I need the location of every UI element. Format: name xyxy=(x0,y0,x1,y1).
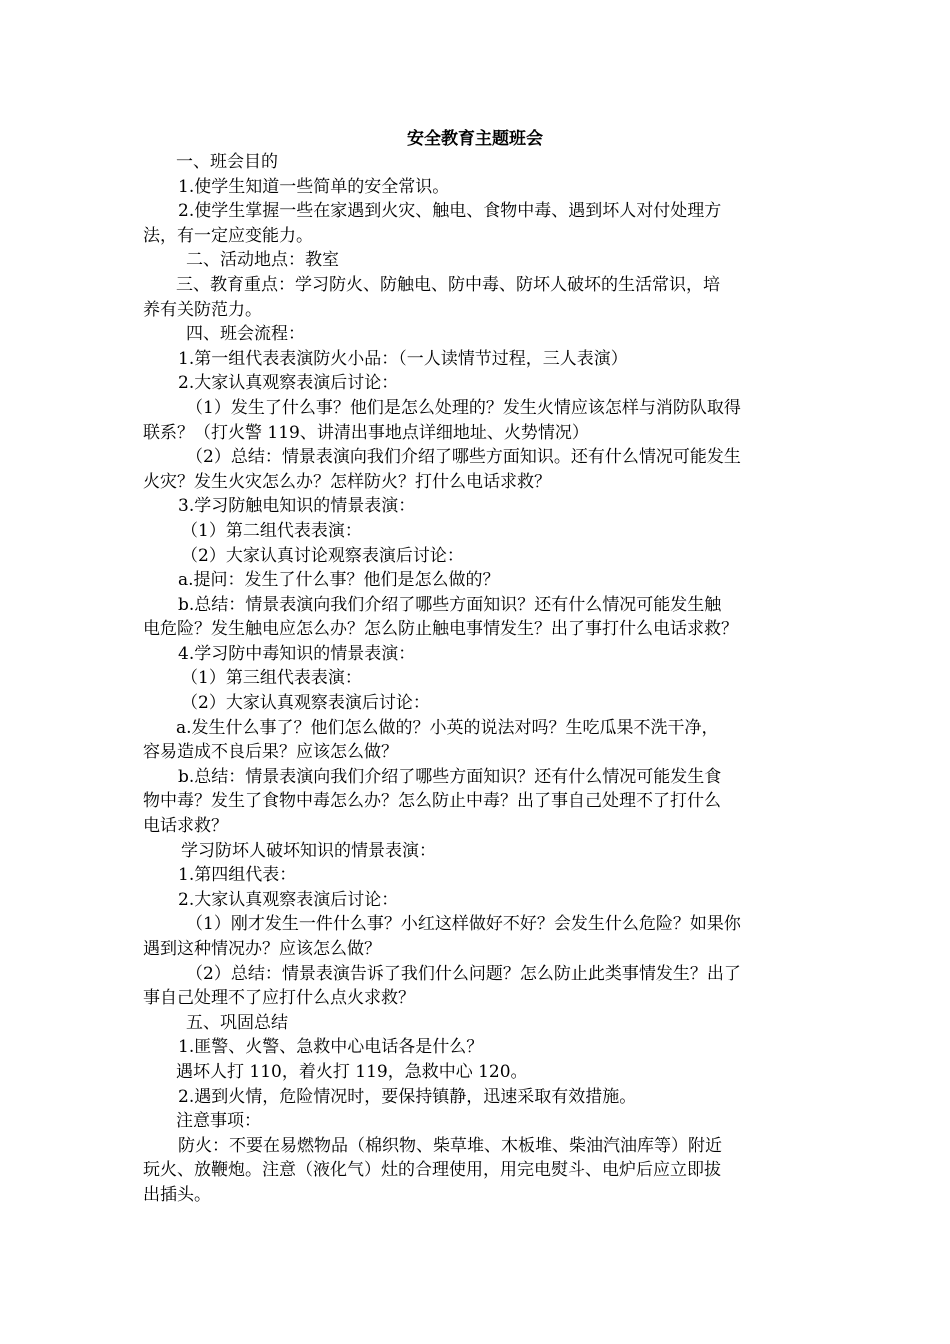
text-line: 电危险？发生触电应怎么办？怎么防止触电事情发生？出了事打什么电话求救？ xyxy=(143,619,738,640)
text-line: （1）第三组代表表演： xyxy=(181,668,362,689)
text-line: 玩火、放鞭炮。注意（液化气）灶的合理使用，用完电熨斗、电炉后应立即拔 xyxy=(143,1160,721,1181)
text-line: 养有关防范力。 xyxy=(143,299,262,320)
text-line: 1.第一组代表表演防火小品：（一人读情节过程，三人表演） xyxy=(178,348,628,369)
text-line: 五、巩固总结 xyxy=(186,1012,288,1033)
text-line: 1.匪警、火警、急救中心电话各是什么？ xyxy=(178,1037,484,1058)
text-line: 火灾？发生火灾怎么办？怎样防火？打什么电话求救？ xyxy=(143,471,551,492)
text-line: a.提问：发生了什么事？他们是怎么做的？ xyxy=(178,570,500,591)
text-line: 1.第四组代表： xyxy=(178,865,297,886)
text-line: 3.学习防触电知识的情景表演： xyxy=(178,496,416,517)
text-line: （1）第二组代表表演： xyxy=(181,520,362,541)
text-line: 三、教育重点：学习防火、防触电、防中毒、防坏人破坏的生活常识，培 xyxy=(176,274,720,295)
text-line: 2.大家认真观察表演后讨论： xyxy=(178,889,399,910)
text-line: 一、班会目的 xyxy=(176,152,278,172)
text-line: 四、班会流程： xyxy=(186,324,305,345)
text-line: 事自己处理不了应打什么点火求救？ xyxy=(143,988,415,1009)
text-line: （2）大家认真观察表演后讨论： xyxy=(181,693,430,714)
text-line: 遇到这种情况办？应该怎么做？ xyxy=(143,939,381,959)
text-line: 学习防坏人破坏知识的情景表演： xyxy=(181,840,436,861)
text-line: 注意事项： xyxy=(176,1111,261,1132)
document-title: 安全教育主题班会 xyxy=(407,129,543,149)
text-line: 2.使学生掌握一些在家遇到火灾、触电、食物中毒、遇到坏人对付处理方 xyxy=(178,201,722,222)
text-line: 二、活动地点：教室 xyxy=(186,250,339,271)
document-body xyxy=(143,150,815,1208)
text-line: 法，有一定应变能力。 xyxy=(143,225,313,246)
text-line: 容易造成不良后果？应该怎么做？ xyxy=(143,742,398,763)
text-line: 1.使学生知道一些简单的安全常识。 xyxy=(178,176,450,197)
text-line: 2.遇到火情，危险情况时，要保持镇静，迅速采取有效措施。 xyxy=(178,1086,637,1107)
text-line: （1）发生了什么事？他们是怎么处理的？发生火情应该怎样与消防队取得 xyxy=(186,397,741,418)
text-line: 物中毒？发生了食物中毒怎么办？怎么防止中毒？出了事自己处理不了打什么 xyxy=(143,791,721,812)
text-line: 遇坏人打 110，着火打 119，急救中心 120。 xyxy=(176,1061,528,1082)
text-line: a.发生什么事了？他们怎么做的？小英的说法对吗？生吃瓜果不洗干净， xyxy=(176,717,719,738)
text-line: 2.大家认真观察表演后讨论： xyxy=(178,373,399,394)
text-line: b.总结：情景表演向我们介绍了哪些方面知识？还有什么情况可能发生触 xyxy=(178,594,722,615)
text-line: 4.学习防中毒知识的情景表演： xyxy=(178,643,416,664)
text-line: （1）刚才发生一件什么事？小红这样做好不好？会发生什么危险？如果你 xyxy=(186,914,741,935)
text-line: （2）总结：情景表演告诉了我们什么问题？怎么防止此类事情发生？出了 xyxy=(186,963,741,984)
text-line: 防火：不要在易燃物品（棉织物、柴草堆、木板堆、柴油汽油库等）附近 xyxy=(178,1135,722,1156)
text-line: 出插头。 xyxy=(143,1184,211,1205)
text-line: （2）总结：情景表演向我们介绍了哪些方面知识。还有什么情况可能发生 xyxy=(186,447,741,468)
text-line: （2）大家认真讨论观察表演后讨论： xyxy=(181,545,464,566)
text-line: b.总结：情景表演向我们介绍了哪些方面知识？还有什么情况可能发生食 xyxy=(178,766,722,787)
text-line: 电话求救？ xyxy=(143,816,228,837)
text-line: 联系？（打火警 119、讲清出事地点详细地址、火势情况） xyxy=(143,422,589,443)
